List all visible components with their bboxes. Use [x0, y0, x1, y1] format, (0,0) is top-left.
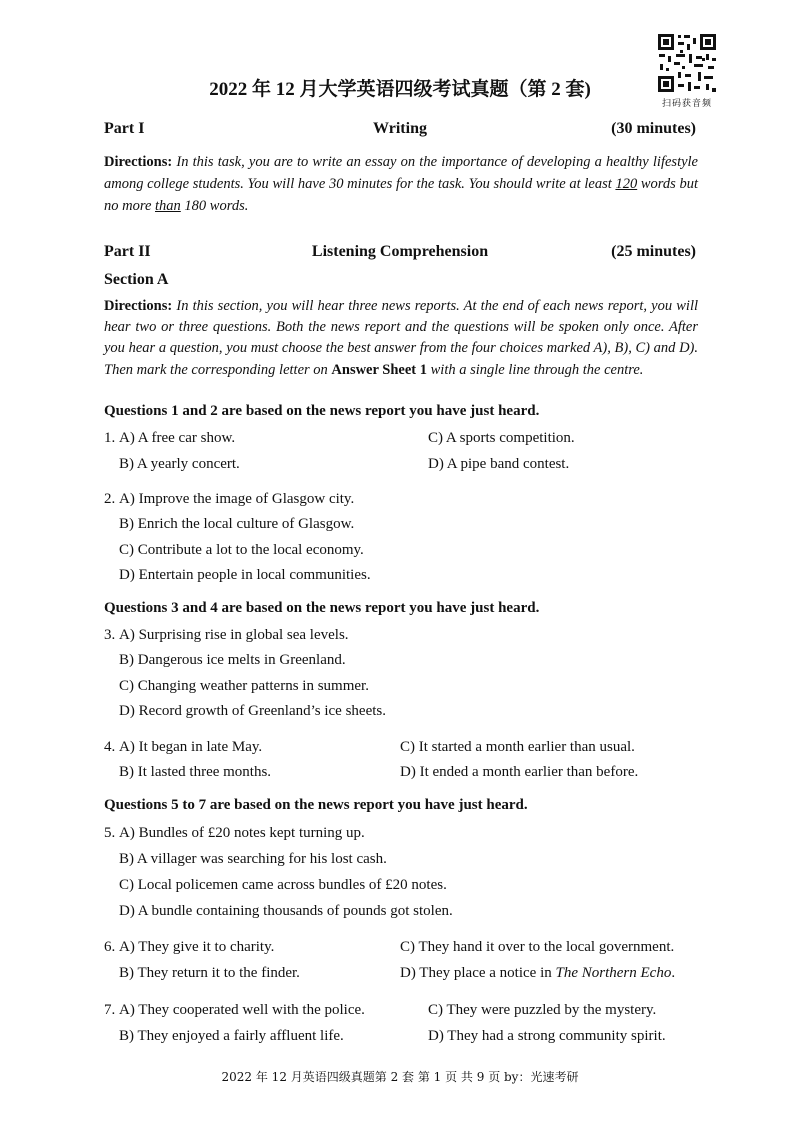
q7-option-b[interactable]: B) They enjoyed a fairly affluent life. [119, 1028, 344, 1044]
part2-name: Listening Comprehension [311, 243, 489, 260]
part1-than: than [155, 198, 181, 214]
q3-option-b[interactable]: B) Dangerous ice melts in Greenland. [119, 652, 346, 668]
qr-caption: 扫码获音频 [661, 99, 712, 109]
part2-header [104, 243, 696, 265]
part2-time: (25 minutes) [611, 243, 696, 260]
part1-label: Part I [104, 120, 145, 137]
part1-name: Writing [373, 120, 427, 137]
q5-option-b[interactable]: B) A villager was searching for his lost cash. [119, 851, 387, 867]
q1-number: 1. [104, 430, 116, 446]
q6-option-d-text: D) They place a notice in [400, 965, 556, 981]
q3-option-d[interactable]: D) Record growth of Greenland’s ice sheets. [119, 703, 386, 719]
group-heading-3: Questions 5 to 7 are based on the news report you have just heard. [104, 797, 528, 813]
q2-option-c[interactable]: C) Contribute a lot to the local economy. [119, 542, 364, 558]
group-heading-2: Questions 3 and 4 are based on the news report you have just heard. [104, 600, 540, 616]
page-title: 2022 年 12 月大学英语四级考试真题（第 2 套) [209, 79, 591, 100]
q1-option-c[interactable]: C) A sports competition. [428, 430, 575, 446]
q5-option-a[interactable]: A) Bundles of £20 notes kept turning up. [119, 825, 365, 841]
q6-option-b[interactable]: B) They return it to the finder. [119, 965, 300, 981]
q7-number: 7. [104, 1002, 116, 1018]
q3-number: 3. [104, 627, 116, 643]
section-a-heading: Section A [104, 271, 169, 288]
q4-option-c[interactable]: C) It started a month earlier than usual. [400, 739, 635, 755]
part1-directions-text-1: In this task, you are to write an essay on the importance of developing a healthy lifestyle among college students. You will have 30 minutes for the task. You should write at least [104, 154, 698, 192]
q7-option-a[interactable]: A) They cooperated well with the police. [119, 1002, 365, 1018]
q6-option-d[interactable] [400, 965, 675, 982]
q2-option-d[interactable]: D) Entertain people in local communities. [119, 567, 371, 583]
part1-directions-label: Directions: [104, 154, 173, 170]
part1-min-words: 120 [615, 176, 638, 192]
part1-directions-text-3: 180 words. [180, 198, 249, 214]
q1-option-d[interactable]: D) A pipe band contest. [428, 456, 570, 472]
q6-option-a[interactable]: A) They give it to charity. [119, 939, 275, 955]
page-footer: 2022 年 12 月英语四级真题第 2 套 第 1 页 共 9 页 by：光速考研 [221, 1070, 579, 1084]
q4-option-d[interactable]: D) It ended a month earlier than before. [400, 764, 639, 780]
q6-option-c[interactable]: C) They hand it over to the local government. [400, 939, 675, 955]
answer-sheet-label: Answer Sheet 1 [331, 361, 427, 378]
part2-directions [104, 296, 698, 381]
part2-directions-text-1: In this section, you will hear three news reports. At the end of each news report, you will hear two or three questions. Both the news report and the questions will be spoken only once. After you hear a question, you must choose the best answer from the four choices marked A), B), C) and D). Then mark the corresponding letter on [104, 298, 699, 378]
q7-option-c[interactable]: C) They were puzzled by the mystery. [428, 1002, 657, 1018]
q6-number: 6. [104, 939, 116, 955]
q4-option-b[interactable]: B) It lasted three months. [119, 764, 272, 780]
q3-option-c[interactable]: C) Changing weather patterns in summer. [119, 678, 369, 694]
q5-option-d[interactable]: D) A bundle containing thousands of pounds got stolen. [119, 903, 453, 919]
part2-directions-label: Directions: [104, 298, 173, 314]
part1-time: (30 minutes) [611, 120, 696, 137]
group-heading-1: Questions 1 and 2 are based on the news report you have just heard. [104, 403, 540, 419]
q6-option-d-newspaper: The Northern Echo [555, 965, 672, 981]
part2-directions-text-2: with a single line through the centre. [427, 361, 644, 378]
q6-option-d-end: . [671, 965, 676, 981]
q2-option-b[interactable]: B) Enrich the local culture of Glasgow. [119, 516, 355, 532]
q7-option-d[interactable]: D) They had a strong community spirit. [428, 1028, 666, 1044]
part1-header [104, 120, 696, 142]
q3-option-a[interactable]: A) Surprising rise in global sea levels. [119, 627, 349, 643]
q1-option-a[interactable]: A) A free car show. [119, 430, 236, 446]
part1-directions-text-2: words but no more [104, 176, 699, 214]
part1-directions [104, 151, 698, 217]
q5-number: 5. [104, 825, 116, 841]
q5-option-c[interactable]: C) Local policemen came across bundles of £20 notes. [119, 877, 447, 893]
q1-option-b[interactable]: B) A yearly concert. [119, 456, 240, 472]
q2-option-a[interactable]: A) Improve the image of Glasgow city. [119, 491, 355, 507]
part2-label: Part II [104, 243, 151, 260]
q4-option-a[interactable]: A) It began in late May. [119, 739, 263, 755]
q2-number: 2. [104, 491, 116, 507]
q4-number: 4. [104, 739, 116, 755]
